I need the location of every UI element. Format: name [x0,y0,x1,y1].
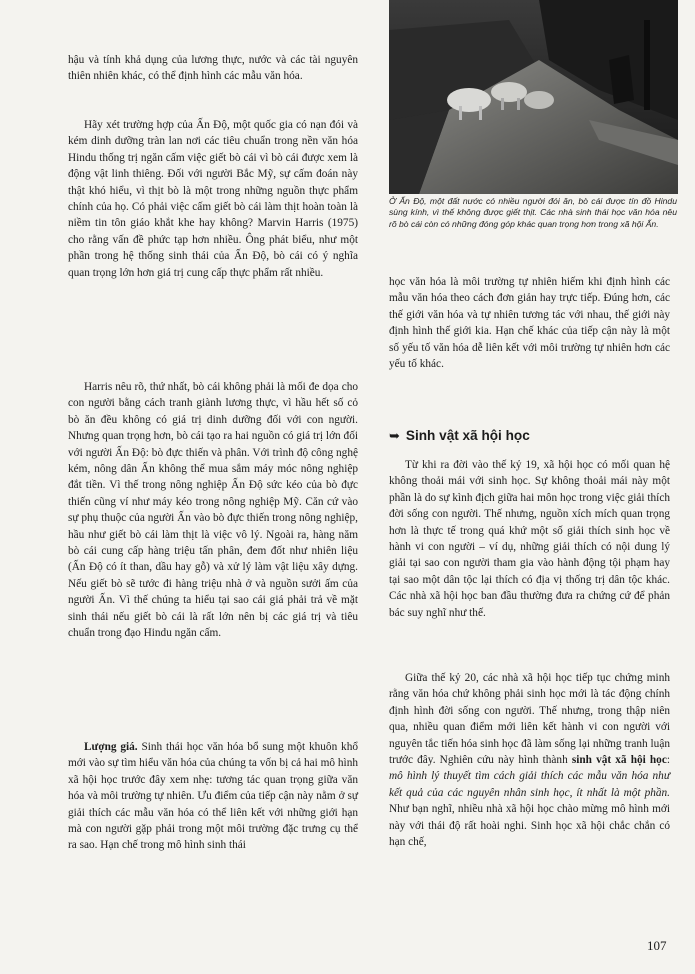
paragraph: Hãy xét trường hợp của Ấn Độ, một quốc gia có nạn đói và kém dinh dưỡng tràn lan nơi các tiêu chuẩn trong nền văn hóa Hindu thống trị ngăn cấm việc giết bò cái vì bò cái được xem là động vật linh thiêng. Đối với người Bắc Mỹ, sự cấm đoán này thật khó hiểu, vì thịt bò là một trong những nguồn thực phẩm chính của họ. Có phải việc cấm giết bò cái làm thịt hoàn toàn là niềm tin tôn giáo khắt khe hay không? Marvin Harris (1975) cho rằng vấn đề phức tạp hơn nhiều. Ông phát biểu, như một phần trong hệ thống sinh thái của Ấn Độ, bò cái có ý nghĩa quan trọng lớn hơn giá trị cung cấp thực phẩm rất nhiều. [68,119,358,279]
photo-caption: Ở Ấn Độ, một đất nước có nhiều người đói ăn, bò cái được tín đồ Hindu sùng kính, vì thế không được giết thịt. Các nhà sinh thái học văn hóa nêu rõ bò cái còn có những đóng góp khác quan trọng hơn trong xã hội Ấn. [389,196,677,229]
section-heading [389,427,670,445]
paragraph: học văn hóa là môi trường tự nhiên hiếm khi định hình các mẫu văn hóa theo cách đơn giản hay trực tiếp. Đúng hơn, các thế giới văn hóa và tự nhiên tương tác với nhau, thế giới này định hình thế giới kia. Hạn chế khác của tiếp cận này là một số yếu tố văn hóa dễ liên kết với môi trường tự nhiên hơn các yếu tố khác. [389,276,670,371]
paragraph: Lượng giá. Sinh thái học văn hóa bổ sung một khuôn khổ mới vào sự tìm hiểu văn hóa của chúng ta vốn bị cả hai mô hình xã hội học trước đây xem nhẹ: tương tác quan trọng giữa văn hóa và môi trường tự nhiên. Ưu điểm của tiếp cận này nằm ở sự giải thích các mẫu văn hóa có thể liên kết với những giới hạn mà con người gặp phải trong một môi trường đặc trưng cụ thể ra sao. Hạn chế trong mô hình sinh thái [68,741,358,852]
photo-image [389,0,678,194]
paragraph: Giữa thế kỷ 20, các nhà xã hội học tiếp tục chứng minh rằng văn hóa chứ không phải sinh học mới là tác động chính định hình đời sống con người. Thế nhưng, trong thập niên qua, nhiều quan điểm mới liên kết hành vi con người với nguyên tắc tiến hóa sinh học đã làm sống lại những tranh luận trước đây. Nghiên cứu này hình thành sinh vật xã hội học: mô hình lý thuyết tìm cách giải thích các mẫu văn hóa như kết quả của các nguyên nhân sinh học, ít nhất là một phần. Như bạn nghĩ, nhiều nhà xã hội học chào mừng mô hình mới này với thái độ rất hoài nghi. Sinh học xã hội chắc chắn có hạn chế, [389,672,670,849]
cattle-street-photo [389,0,678,194]
paragraph: Từ khi ra đời vào thế kỷ 19, xã hội học có mối quan hệ không thoải mái với sinh học. Sự không thoải mái này một phần là do sự kình địch giữa hai môn học trong việc giải thích đời sống con người. Thế nhưng, nguồn xích mích quan trọng hơn là thực tế trong quá khứ một số giải thích sinh học về hành vi con người – ví dụ, những giải thích có nội dung lý giải tại sao con người tham gia vào hành động tội phạm hay tại sao một dân tộc lại thích có địa vị thống trị dân tộc khác. Các nhà xã hội học ban đầu thường đưa ra chứng cứ để phản bác suy nghĩ như thế. [389,459,670,619]
page-number: 107 [647,938,667,953]
paragraph: Harris nêu rõ, thứ nhất, bò cái không phải là mối đe dọa cho con người bằng cách tranh giành lương thực, vì hầu hết số cỏ bò ăn đều không có giá trị dinh dưỡng đối với con người. Nhưng quan trọng hơn, bò cái tạo ra hai nguồn có giá trị lớn đối với người Ấn Độ: bò đực thiến và phân. Với trình độ công nghệ kém, nông dân Ấn không thể mua sắm máy móc nông nghiệp đắt tiền. Vì thế trong nông nghiệp Ấn Độ sức kéo của bò đực thiến cũng ví như máy kéo trong nông nghiệp Mỹ. Căn cứ vào sự phụ thuộc của người Ấn vào bò đực thiến trong nông nghiệp, hầu như giết bò cái làm thịt là việc vô lý. Ngoài ra, hàng năm bò cái cung cấp hàng triệu tấn phân, đem đốt như nhiên liệu (Ấn Độ có ít than, dầu hay gỗ) và xử lý làm vật liệu xây dựng. Nếu giết bò sẽ tước đi hàng triệu nhà ở và nguồn sưởi ấm của người Ấn. Vì thế chúng ta hiểu tại sao cái giá phải trả về mặt sinh thái nếu giết bò cái là rất lớn nên bị các giá trị và tiêu chuẩn trong đạo Hindu ngăn cấm. [68,381,358,640]
term-bold: sinh vật xã hội học [571,754,667,767]
paragraph: hậu và tính khả dụng của lương thực, nước và các tài nguyên thiên nhiên khác, có thể định hình các mẫu văn hóa. [68,54,358,83]
definition-italic: mô hình lý thuyết tìm cách giải thích các mẫu văn hóa như kết quả của các nguyên nhân sinh học, ít nhất là một phần. [389,770,670,799]
term-bold: Lượng giá. [84,741,138,753]
section-heading-text: Sinh vật xã hội học [405,428,530,443]
section-bullet-icon: ➥ [389,428,400,443]
